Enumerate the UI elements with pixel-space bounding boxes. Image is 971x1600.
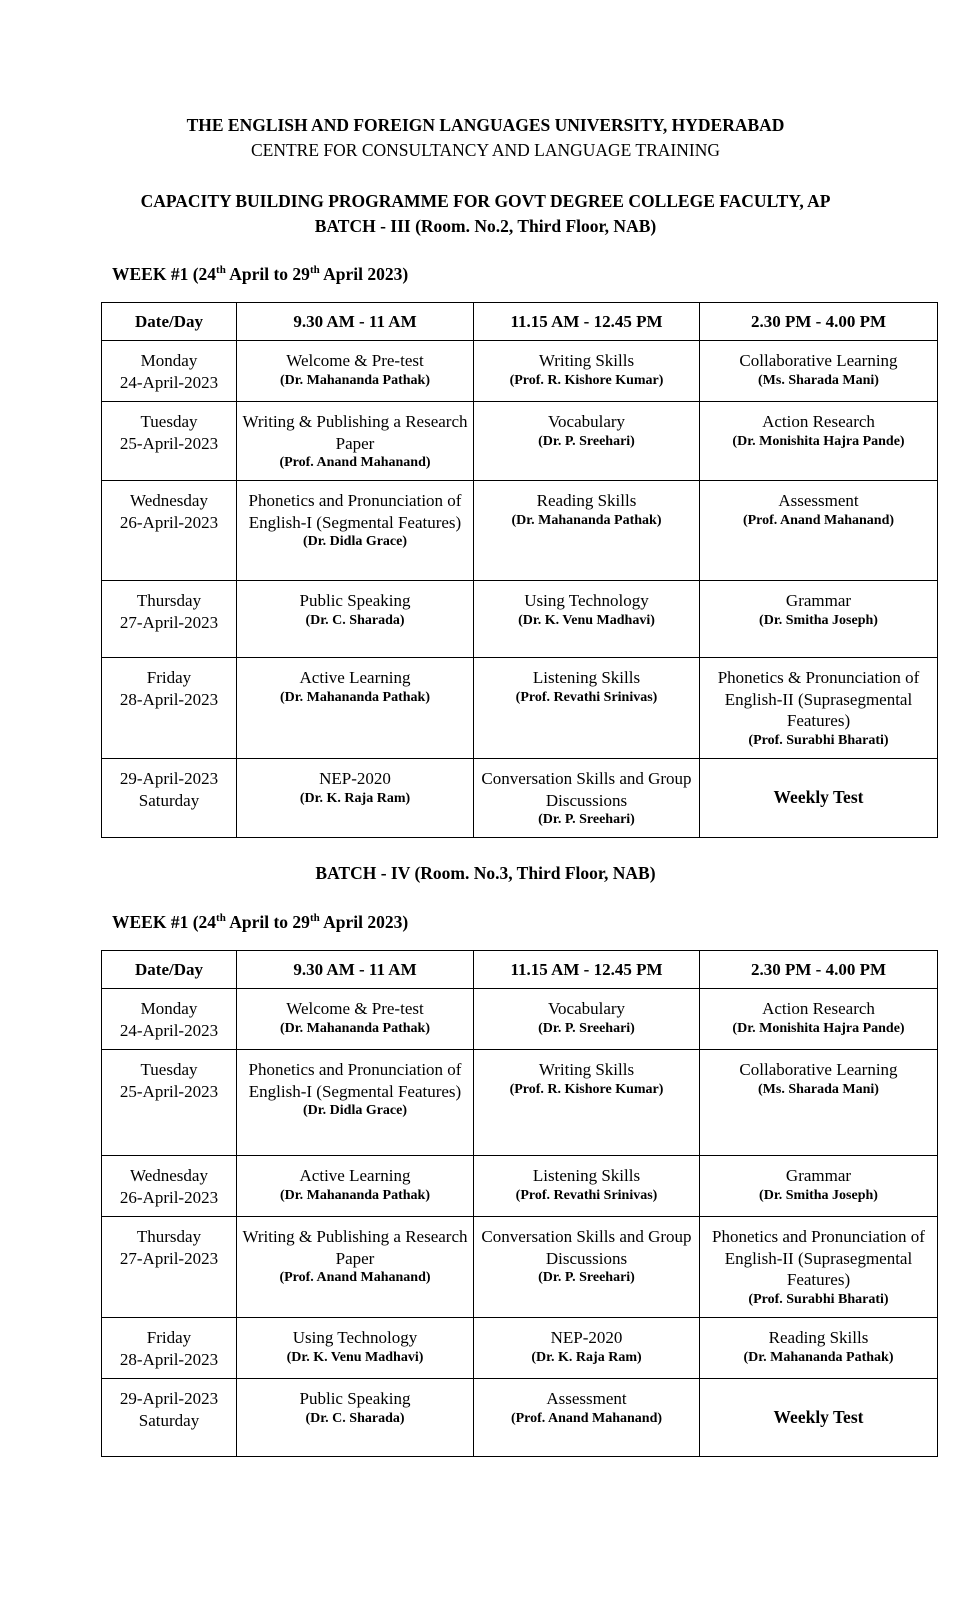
table-row (102, 402, 938, 481)
table-row (102, 1156, 938, 1217)
day-cell: 29-April-2023 Saturday (102, 1379, 237, 1457)
session-cell: Conversation Skills and Group Discussions (Dr. P. Sreehari) (474, 1217, 700, 1318)
table-row (102, 341, 938, 402)
column-header-slot-3: 2.30 PM - 4.00 PM (700, 951, 938, 989)
session-cell: Collaborative Learning (Ms. Sharada Mani) (700, 1050, 938, 1156)
session-cell: Reading Skills (Dr. Mahananda Pathak) (700, 1318, 938, 1379)
day-cell: Thursday 27-April-2023 (102, 1217, 237, 1318)
session-cell: Assessment (Prof. Anand Mahanand) (700, 481, 938, 581)
table-header-row (102, 303, 938, 341)
day-cell: Monday 24-April-2023 (102, 989, 237, 1050)
column-header-slot-2: 11.15 AM - 12.45 PM (474, 303, 700, 341)
column-header-date: Date/Day (102, 951, 237, 989)
day-cell: Friday 28-April-2023 (102, 1318, 237, 1379)
column-header-slot-3: 2.30 PM - 4.00 PM (700, 303, 938, 341)
session-cell: Reading Skills (Dr. Mahananda Pathak) (474, 481, 700, 581)
batch-iii-title: BATCH - III (Room. No.2, Third Floor, NAB) (314, 216, 657, 236)
day-cell: Wednesday 26-April-2023 (102, 1156, 237, 1217)
session-cell: Active Learning (Dr. Mahananda Pathak) (237, 1156, 474, 1217)
university-title: THE ENGLISH AND FOREIGN LANGUAGES UNIVERSITY, HYDERABAD (186, 115, 785, 135)
table-row (102, 989, 938, 1050)
session-cell: Grammar (Dr. Smitha Joseph) (700, 1156, 938, 1217)
session-cell: Listening Skills (Prof. Revathi Srinivas) (474, 1156, 700, 1217)
session-cell: Welcome & Pre-test (Dr. Mahananda Pathak) (237, 341, 474, 402)
session-cell: Writing & Publishing a Research Paper (Prof. Anand Mahanand) (237, 1217, 474, 1318)
schedule-table-batch-iii (101, 302, 938, 838)
table-row (102, 658, 938, 759)
session-cell: Grammar (Dr. Smitha Joseph) (700, 581, 938, 658)
session-cell: Phonetics & Pronunciation of English-II (Suprasegmental Features) (Prof. Surabhi Bharati) (700, 658, 938, 759)
session-cell: Public Speaking (Dr. C. Sharada) (237, 1379, 474, 1457)
day-cell: Tuesday 25-April-2023 (102, 1050, 237, 1156)
day-cell: Monday 24-April-2023 (102, 341, 237, 402)
day-cell: Friday 28-April-2023 (102, 658, 237, 759)
column-header-date: Date/Day (102, 303, 237, 341)
table-row (102, 759, 938, 838)
table-row (102, 1379, 938, 1457)
session-cell: Action Research (Dr. Monishita Hajra Pande) (700, 402, 938, 481)
week-label-batch-iii: WEEK #1 (24th April to 29th April 2023) (112, 264, 409, 284)
column-header-slot-1: 9.30 AM - 11 AM (237, 303, 474, 341)
batch-iv-title: BATCH - IV (Room. No.3, Third Floor, NAB) (315, 863, 656, 883)
table-row (102, 581, 938, 658)
table-row (102, 1050, 938, 1156)
week-label-batch-iv: WEEK #1 (24th April to 29th April 2023) (112, 912, 409, 932)
day-cell: 29-April-2023 Saturday (102, 759, 237, 838)
session-cell: Writing & Publishing a Research Paper (Prof. Anand Mahanand) (237, 402, 474, 481)
session-cell: Phonetics and Pronunciation of English-I (Segmental Features) (Dr. Didla Grace) (237, 1050, 474, 1156)
table-row (102, 481, 938, 581)
session-cell: Phonetics and Pronunciation of English-I (Segmental Features) (Dr. Didla Grace) (237, 481, 474, 581)
session-cell: Welcome & Pre-test (Dr. Mahananda Pathak) (237, 989, 474, 1050)
session-cell: Listening Skills (Prof. Revathi Srinivas) (474, 658, 700, 759)
session-cell: Writing Skills (Prof. R. Kishore Kumar) (474, 341, 700, 402)
day-cell: Tuesday 25-April-2023 (102, 402, 237, 481)
column-header-slot-1: 9.30 AM - 11 AM (237, 951, 474, 989)
session-cell: Phonetics and Pronunciation of English-II (Suprasegmental Features) (Prof. Surabhi Bharati) (700, 1217, 938, 1318)
session-cell: Using Technology (Dr. K. Venu Madhavi) (237, 1318, 474, 1379)
session-cell: Assessment (Prof. Anand Mahanand) (474, 1379, 700, 1457)
centre-title: CENTRE FOR CONSULTANCY AND LANGUAGE TRAINING (250, 140, 720, 160)
table-row (102, 1318, 938, 1379)
session-cell: NEP-2020 (Dr. K. Raja Ram) (237, 759, 474, 838)
column-header-slot-2: 11.15 AM - 12.45 PM (474, 951, 700, 989)
session-cell: Using Technology (Dr. K. Venu Madhavi) (474, 581, 700, 658)
session-cell: Vocabulary (Dr. P. Sreehari) (474, 989, 700, 1050)
session-cell: Collaborative Learning (Ms. Sharada Mani) (700, 341, 938, 402)
session-cell: Active Learning (Dr. Mahananda Pathak) (237, 658, 474, 759)
weekly-test-cell: Weekly Test (700, 1379, 938, 1457)
session-cell: Vocabulary (Dr. P. Sreehari) (474, 402, 700, 481)
session-cell: Conversation Skills and Group Discussions (Dr. P. Sreehari) (474, 759, 700, 838)
day-cell: Thursday 27-April-2023 (102, 581, 237, 658)
table-header-row (102, 951, 938, 989)
day-cell: Wednesday 26-April-2023 (102, 481, 237, 581)
table-row (102, 1217, 938, 1318)
weekly-test-cell: Weekly Test (700, 759, 938, 838)
session-cell: NEP-2020 (Dr. K. Raja Ram) (474, 1318, 700, 1379)
session-cell: Public Speaking (Dr. C. Sharada) (237, 581, 474, 658)
session-cell: Action Research (Dr. Monishita Hajra Pande) (700, 989, 938, 1050)
session-cell: Writing Skills (Prof. R. Kishore Kumar) (474, 1050, 700, 1156)
programme-title: CAPACITY BUILDING PROGRAMME FOR GOVT DEGREE COLLEGE FACULTY, AP (140, 191, 831, 211)
schedule-table-batch-iv (101, 950, 938, 1457)
